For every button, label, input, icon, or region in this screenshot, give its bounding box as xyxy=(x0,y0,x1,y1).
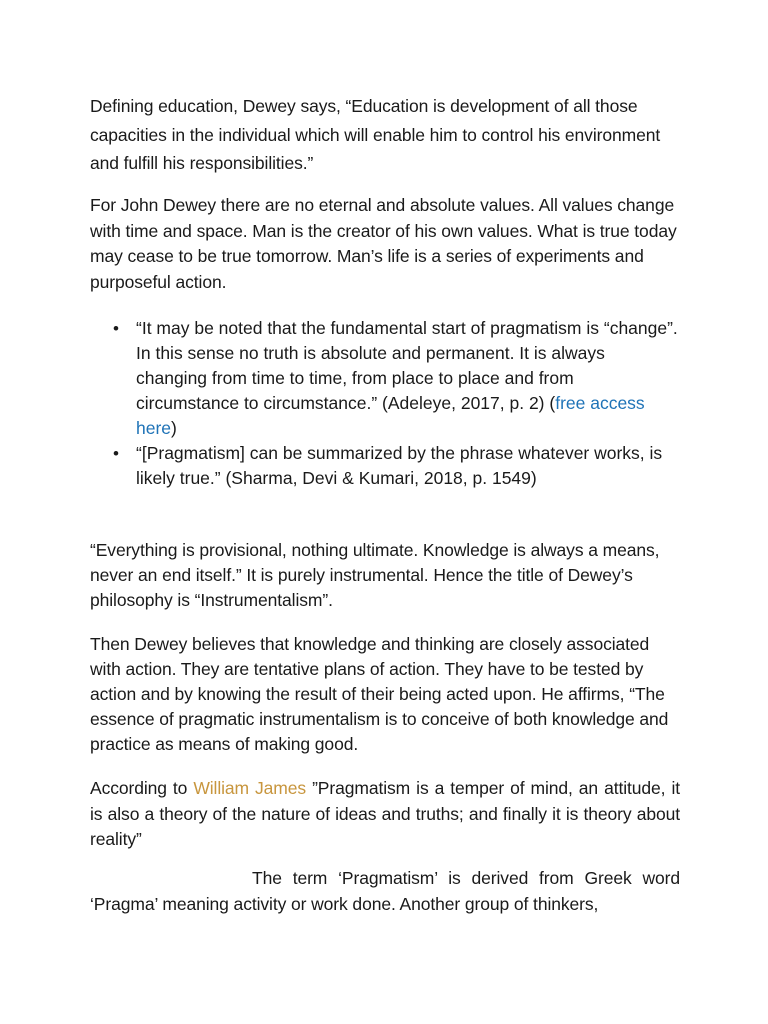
bullet-item-adeleye xyxy=(90,316,680,441)
paragraph-no-eternal-values: For John Dewey there are no eternal and absolute values. All values change with time and space. Man is the creator of his own values. What is true today may cease to be true tomorrow. Man’s life is a series of experiments and purposeful action. xyxy=(90,195,677,292)
william-james-link[interactable]: William James xyxy=(193,778,307,798)
bullet-text: “[Pragmatism] can be summarized by the phrase whatever works, is likely true.” (Sharma, Devi & Kumari, 2018, p. 1549) xyxy=(136,443,663,488)
quote-bullet-list xyxy=(90,316,680,491)
paragraph-education-definition: Defining education, Dewey says, “Education is development of all those capacities in the individual which will enable him to control his environment and fulfill his responsibilities.” xyxy=(90,96,661,173)
paragraph-william-james xyxy=(90,776,680,853)
free-access-link[interactable]: free access here xyxy=(136,393,645,438)
paragraph-text-tail: ”Pragmatism is a temper of mind, an attitude, it is also a theory of the nature of ideas and truths; and finally it is theory about reality” xyxy=(90,778,680,849)
paragraph-knowledge-action: Then Dewey believes that knowledge and thinking are closely associated with action. They are tentative plans of action. They have to be tested by action and by knowing the result of their being acted upon. He affirms, “The essence of pragmatic instrumentalism is to conceive of both knowledge and practice as means of making good. xyxy=(90,634,669,754)
paragraph-text: According to xyxy=(90,778,194,798)
paragraph-term-pragmatism: The term ‘Pragmatism’ is derived from Greek word ‘Pragma’ meaning activity or work done. Another group of thinkers, xyxy=(90,868,680,914)
bullet-marker: • xyxy=(113,444,119,463)
bullet-text-tail: ) xyxy=(171,418,177,438)
bullet-item-sharma xyxy=(90,441,680,491)
paragraph-instrumentalism: “Everything is provisional, nothing ultimate. Knowledge is always a means, never an end itself.” It is purely instrumental. Hence the title of Dewey’s philosophy is “Instrumentalism”. xyxy=(90,540,660,610)
bullet-marker: • xyxy=(113,319,119,338)
bullet-text: “It may be noted that the fundamental start of pragmatism is “change”. In this sense no truth is absolute and permanent. It is always changing from time to time, from place to place and from circumstance to circumstance.” (Adeleye, 2017, p. 2) ( xyxy=(136,318,678,413)
